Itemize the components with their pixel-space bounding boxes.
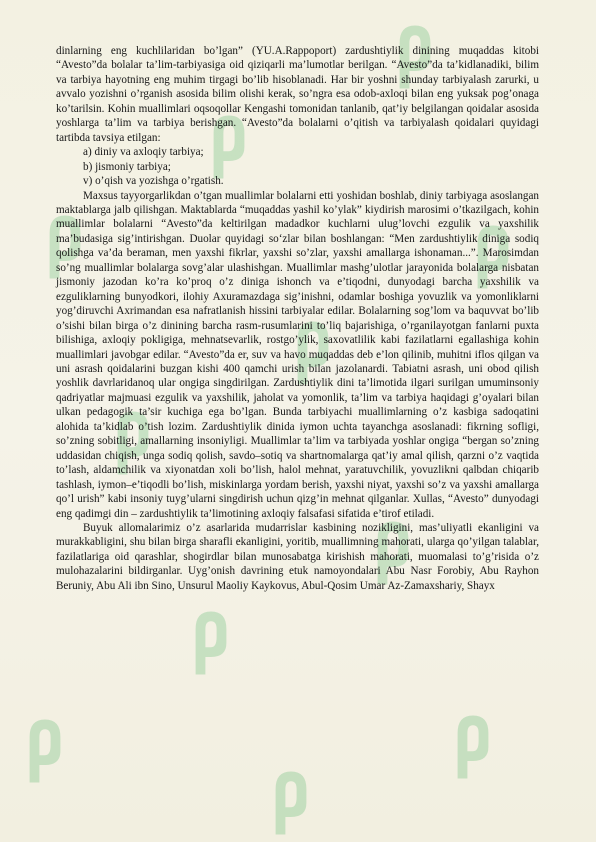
list-item-physical-education: b) jismoniy tarbiya; — [83, 160, 171, 173]
list-item-reading-writing: v) o’qish va yozishga o’rgatish. — [83, 175, 224, 188]
paragraph-teachers-practices: Maxsus tayyorgarlikdan o’tgan muallimlar bolalarni etti yoshidan boshlab, diniy tarbiyaga asoslangan maktablarga jalb qilishgan. Maktablarda “muqaddas yashil ko’ylak” kiydirish marosimi o’tkazilgach, kohin muallimlar bolalarni “Avesto”da keltirilgan madadkor kuchlarni ulug’lovchi ezgulik va yaxshilik ma’budasiga sig’intirishgan. Duolar quyidagi so‘zlar bilan boshlangan: “Men zardushtiylik diniga sodiq qolishga va’da beraman, men yaxshi fikrlar, yaxshi so’zlar, yaxshi amallarga ishonaman...”. Marosimdan so’ng muallimlar bolalarga sovg’alar ulashishgan. Muallimlar mashg’ulotlar jarayonida bolalarga nisbatan jismoniy jazodan ko’ra ko’proq o’z diniga ishonch va e’tiqodni, dunyodagi barcha yaxshilik va ezguliklarning bunyodkori, ilohiy Axuramazdaga sig’inishni, odamlar boshiga yovuzlik va yomonliklarni yog’diruvchi Axrimandan esa nafratlanish hissini tarbiyalar edilar. Bolalarning sog’lom va baquvvat bo’lib o’sishi bilan birga o’z dinining barcha rasm-rusumlarini to’liq bajarishiga, o’rganilayotgan fanlarni puxta bilishiga, axloqiy pokligiga, mehnatsevarlik, rostgo’ylik, saxovatlilik kabi fazilatlarni egallashiga kohin muallimlari javobgar edilar. “Avesto”da er, suv va havo muqaddas deb e’lon qilinib, muhitni iflos qilgan va uni asrash qoidalarini buzgan kishi 400 qamchi urish bilan jazolanardi. Tabiatni asrash, uni obod qilish yoshlik davrlaridanoq ular ongiga singdirilgan. Zardushtiylik dini ta’limotida ilgari surilgan umuminsoniy qadriyatlar majmuasi ezgulik va yaxshilik, jaholat va yomonlik, ta’lim va tarbiya haqidagi g’oyalari bilan ulkan pedagogik ta’sir kuchiga ega bo’lgan. Bunda tarbiyachi muallimlarning o’z kasbiga sadoqatini alohida ta’kidlab o’tish lozim. Zardushtiylik dinida iymon uchta tayanchga asoslanadi: fikrning sofligi, so’zning sobitligi, amallarning insoniyligi. Muallimlar ta’lim va tarbiyada yoshlar ongiga “bergan so’zning uddasidan chiqish, unga sodiq qolish, savdo–sotiq va shartnomalarga qat’iy amal qilish, qarzni o’z vaqtida to’lash, aldamchilik va xiyonatdan xoli bo’lish, halol mehnat, yaratuvchilik, yovuzlikni qalbdan chiqarib tashlash, iymon–e’tiqodli bo’lish, miskinlarga yordam berish, yaxshi niyat, yaxshi so’z va yaxshi amallarga qo’l urish” kabi insoniy tuyg’ularni singdirish uchun qizg’in mehnat qilganlar. Xullas, “Avesto” dunyodagi eng qadimgi din – zardushtiylik ta’limotining axloqiy falsafasi sifatida e’tirof etiladi. — [56, 189, 539, 520]
paragraph-great-scholars: Buyuk allomalarimiz o’z asarlarida mudarrislar kasbining nozikligini, mas’uliyatli ekanligini va murakkabligini, shu bilan birga sharafli ekanligini, yoritib, muallimning mahorati, ularga qo’yilgan talablar, fazilatlariga oid qarashlar, shogirdlar bilan munosabatga kirishish mahorati, muomalasi to’g’risida o’z mulohazalarini bildirganlar. Uyg’onish davrining etuk namoyondalari Abu Nasr Forobiy, Abu Rayhon Beruniy, Abu Ali ibn Sino, Unsurul Maoliy Kaykovus, Abul-Qosim Umar Az-Zamaxshariy, Shayx — [56, 521, 539, 592]
list-item-moral-education: a) diniy va axloqiy tarbiya; — [83, 146, 204, 159]
watermark-logo-icon — [452, 712, 494, 782]
document-body — [56, 44, 539, 593]
paragraph-avesto-intro: dinlarning eng kuchlilaridan bo’lgan” (YU.A.Rappoport) zardushtiylik dinining muqaddas kitobi “Avesto”da bolalar ta’lim-tarbiyasiga oid qiziqarli ma’lumotlar berilgan. “Avesto”da ta’kidlanadiki, bilim va tarbiya hayotning eng muhim tirgagi bo’lib hisoblanadi. Har bir yoshni shunday tarbiyalash zarurki, u avvalo yozishni o’rganish asosida bilim olishi kerak, so’ngra esa odob-axloqi bilan eng yuksak pog’onaga ko’tarilsin. Kohin muallimlari oqsoqollar Kengashi tomonidan tanlanib, qat’iy belgilangan qoidalar asosida yoshlarga ta’lim va tarbiya berishgan. “Avesto”da bolalarni o’qitish va tarbiyalash qoidalari quyidagi tartibda tavsiya etilgan: — [56, 45, 539, 144]
watermark-logo-icon — [24, 716, 66, 786]
watermark-logo-icon — [270, 768, 312, 838]
watermark-logo-icon — [190, 608, 232, 678]
